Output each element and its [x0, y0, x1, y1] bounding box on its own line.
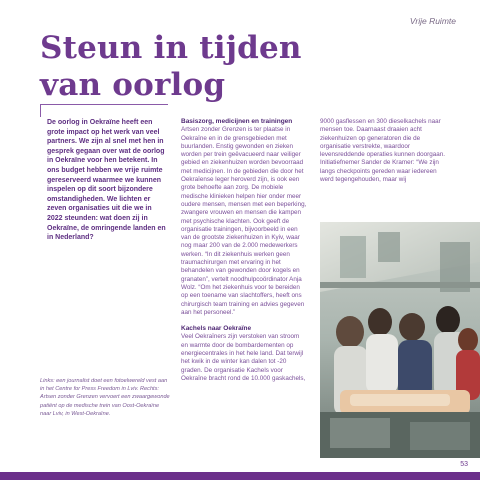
intro-rule [40, 104, 168, 105]
article-column-3 [320, 118, 450, 184]
title-line-2: van oorlog [40, 67, 226, 103]
section-body-kachels: Veel Oekraïners zijn verstoken van stroom en warmte door de bombardementen op energiecentrales in het hele land. Dat terwijl het kwik in de winter kan dalen tot -20 graden. De organisatie Kachels voor Oekraïne bracht rond de 10.000 gaskachels, [181, 333, 306, 382]
footer-bar [0, 472, 480, 480]
section-label: Vrije Ruimte [409, 16, 456, 26]
article-column-2 [181, 118, 307, 391]
intro-rule-corner [40, 104, 46, 117]
photo-caption: Links: een journalist doet een fotoelwereld vest aan in het Centre for Press Freedom in Lviv. Rechts: Artsen zonder Grenzen vervoert een zwaargewonde patiënt op de medische trein van Oost-Oekraïne naar Lviv, in West-Oekraïne. [40, 378, 170, 417]
page-number: 53 [460, 461, 468, 468]
medical-train-photo [320, 222, 480, 458]
section-heading-basiszorg: Basiszorg, medicijnen en trainingen [181, 118, 293, 125]
column-3-text: 9000 gasflessen en 300 dieselkachels naar mensen toe. Daarnaast draaien acht ziekenhuizen op generatoren die de organisatie verstrekte, waardoor levensreddende operaties kunnen doorgaan. Initiatiefnemer Sander de Kramer: “We zijn langs checkpoints gereden waar iedereen werd tegengehouden, maar wij [320, 118, 445, 184]
section-body-basiszorg: Artsen zonder Grenzen is ter plaatse in Oekraïne en in de grensgebieden met buurlanden. Enstig gewonden en zieken worden per trein geëvacueerd naar veiliger gebied en ziekenhuizen worden bevoorraad met medicijnen. In de gebieden die door het Oekraïense leger heroverd zijn, is ook een grote behoefte aan zorg. De mobiele medische klinieken helpen hier onder meer oudere mensen, mensen met een beperking, zwangere vrouwen en mensen die kampen met psychische klachten. Ook geeft de organisatie trainingen, bijvoorbeeld in een van de grootste ziekenhuizen in Kyiv, waar nog maar 200 van de 2.000 medewerkers werken. “In dit ziekenhuis werken geen traumachirurgen met ervaring in het behandelen van gewonden door kogels en granaten”, vertelt noodhulpcoördinator Anja Wolz. “Om het ziekenhuis voor te bereiden op een toename van slachtoffers, heeft ons chirurgisch team training en advies gegeven aan het personeel.” [181, 126, 307, 316]
section-heading-kachels: Kachels naar Oekraïne [181, 325, 252, 333]
page-title [40, 30, 302, 104]
title-line-1: Steun in tijden [40, 30, 302, 66]
intro-paragraph: De oorlog in Oekraïne heeft een grote impact op het werk van veel partners. We zijn al snel met hen in gesprek gegaan over wat de oorlog in Oekraïne voor hen betekent. In ons budget hebben we vrije ruimte gereserveerd waarmee we kunnen inspelen op dit soort bijzondere omstandigheden. We lichten er zeven organisaties uit die we in 2022 steunden: wat doen zij in Oekraïne, de omringende landen en in Nederland? [47, 119, 166, 242]
